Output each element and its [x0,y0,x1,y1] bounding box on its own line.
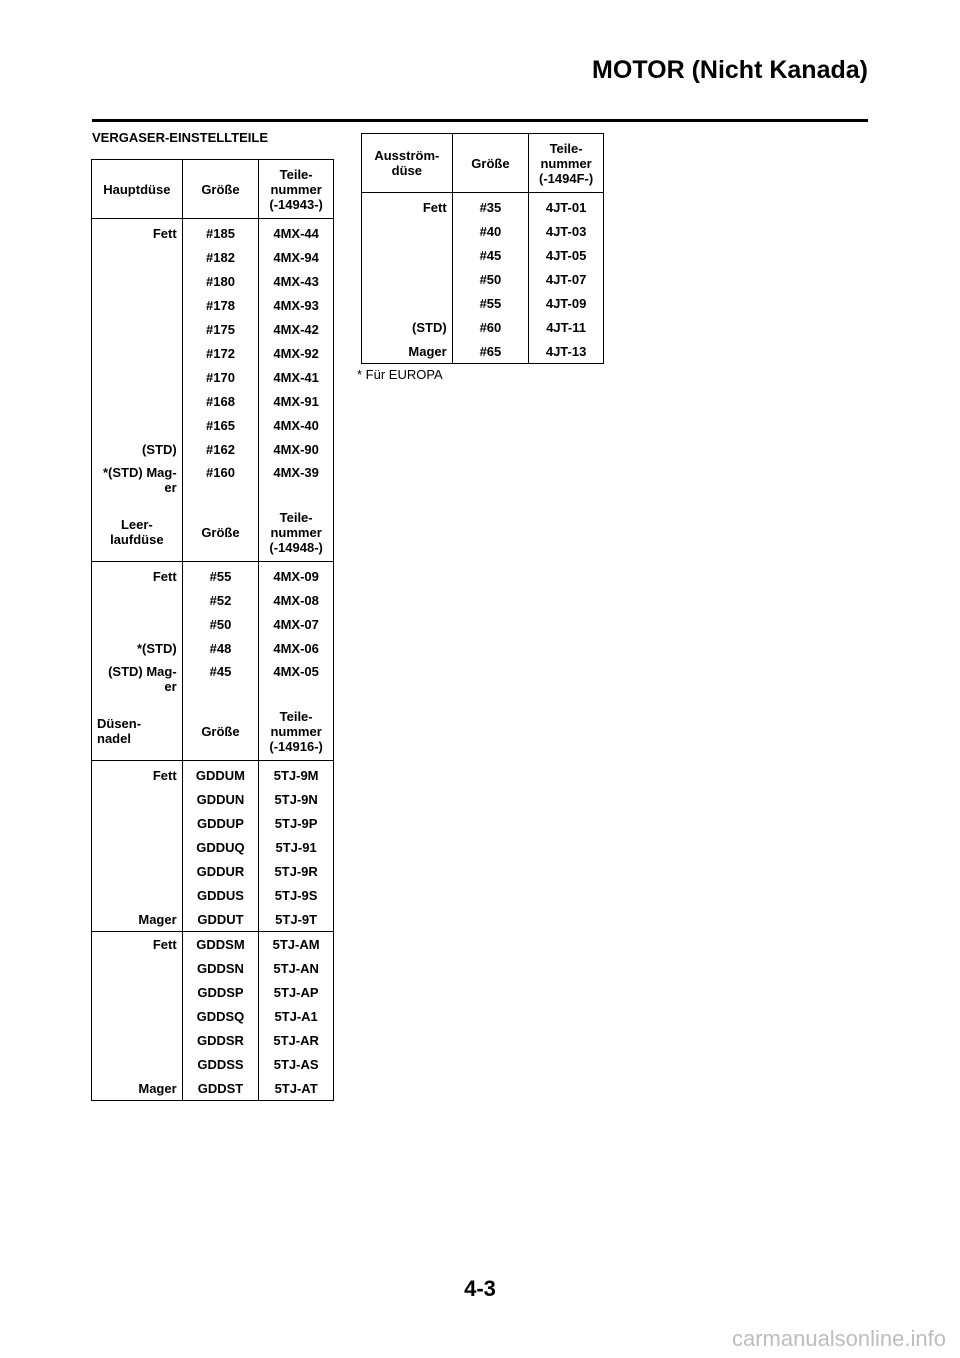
setting-cell [92,859,183,883]
part-number-cell: 5TJ-9S [274,887,318,903]
setting-cell [92,365,183,389]
part-number-cell: 5TJ-AT [274,1080,318,1096]
size-cell: GDDSM [182,932,259,957]
column-header: Teile- nummer (-14916-) [259,702,334,761]
table-row [92,636,334,660]
table-row [92,588,334,612]
size-cell: #55 [452,291,528,315]
setting-cell [92,1052,183,1076]
part-number-cell: 4MX-44 [273,225,319,241]
size-cell: GDDUR [182,859,259,883]
table-row [92,907,334,932]
column-header: Teile- nummer (-14943-) [259,160,334,219]
part-number-cell: 4MX-09 [273,568,319,584]
table-row [92,245,334,269]
table-row [92,1004,334,1028]
part-number-cell: 4MX-40 [273,417,319,433]
table-row [92,562,334,589]
size-cell: #40 [452,219,528,243]
part-number-cell: 4MX-39 [273,465,319,480]
part-number-cell: 4JT-13 [545,343,587,359]
table-row [92,859,334,883]
size-cell: GDDSS [182,1052,259,1076]
part-number-cell: 5TJ-9M [273,767,319,783]
setting-cell [362,219,453,243]
size-cell: #175 [182,317,259,341]
size-cell: GDDSP [182,980,259,1004]
setting-cell [92,413,183,437]
size-cell: #172 [182,341,259,365]
table-row [362,219,604,243]
table-row [92,317,334,341]
part-number-cell: 4JT-11 [546,319,586,335]
table-row [92,956,334,980]
part-number-cell: 5TJ-9T [275,911,318,927]
size-cell: #170 [182,365,259,389]
footnote: * Für EUROPA [357,367,443,382]
setting-cell [92,1028,183,1052]
size-cell: GDDUQ [182,835,259,859]
setting-cell [92,883,183,907]
part-number-cell: 4MX-08 [273,592,319,608]
table-row [92,413,334,437]
part-number-cell: 4MX-07 [273,616,319,632]
column-header: Ausström- düse [362,134,453,193]
part-number-cell: 5TJ-9R [274,863,318,879]
setting-cell [92,980,183,1004]
section-title: VERGASER-EINSTELLTEILE [92,130,268,145]
setting-cell: Fett [92,219,183,246]
table-row [92,980,334,1004]
table-row [92,365,334,389]
size-cell: #50 [452,267,528,291]
table-row [92,269,334,293]
part-number-cell: 4MX-93 [273,297,319,313]
table-row [92,341,334,365]
setting-cell [92,341,183,365]
watermark: carmanualsonline.info [731,1326,946,1351]
size-cell: #182 [182,245,259,269]
setting-cell: (STD) Mag- er [92,660,183,702]
size-cell: #185 [182,219,259,246]
column-header: Teile- nummer (-1494F-) [529,134,604,193]
part-number-cell: 5TJ-9P [274,815,318,831]
table-row [92,1052,334,1076]
column-header: Größe [452,134,528,193]
setting-cell [92,293,183,317]
size-cell: #178 [182,293,259,317]
part-number-cell: 4MX-91 [273,393,319,409]
table-row [92,389,334,413]
table-row [362,291,604,315]
column-header: Größe [182,702,259,761]
page-number: 4-3 [464,1276,496,1301]
table-row [92,761,334,788]
setting-cell: (STD) [92,437,183,461]
part-number-cell: 5TJ-AR [273,1032,319,1048]
table-row [362,267,604,291]
table-row [92,293,334,317]
size-cell: #45 [452,243,528,267]
setting-cell [92,389,183,413]
size-cell: #48 [182,636,259,660]
part-number-cell: 4JT-09 [545,295,587,311]
part-number-cell: 4MX-92 [273,345,319,361]
size-cell: #180 [182,269,259,293]
part-number-cell: 4MX-90 [273,441,319,457]
setting-cell: Mager [92,1076,183,1101]
size-cell: #165 [182,413,259,437]
part-number-cell: 5TJ-AP [273,984,319,1000]
size-cell: #50 [182,612,259,636]
setting-cell [92,612,183,636]
part-number-cell: 4MX-42 [273,321,319,337]
part-number-cell: 4MX-05 [273,664,319,679]
main-jet-table [91,159,334,1101]
setting-cell [92,245,183,269]
column-header: Größe [182,503,259,562]
setting-cell [92,269,183,293]
size-cell: #168 [182,389,259,413]
table-row [92,883,334,907]
table-header-row [92,160,334,219]
table-row [92,835,334,859]
table-row [92,219,334,246]
part-number-cell: 5TJ-AS [273,1056,319,1072]
table-row [92,1028,334,1052]
column-header: Hauptdüse [92,160,183,219]
table-row [92,437,334,461]
setting-cell [92,317,183,341]
setting-cell: *(STD) Mag- er [92,461,183,503]
pilot-jet-section [92,503,334,702]
part-number-cell: 5TJ-AN [273,960,319,976]
setting-cell [92,588,183,612]
outlet-jet-section [362,134,604,364]
table-row [92,811,334,835]
part-number-cell: 4JT-01 [545,199,587,215]
setting-cell: (STD) [362,315,453,339]
setting-cell: Fett [92,932,183,957]
part-number-cell: 5TJ-A1 [274,1008,318,1024]
part-number-cell: 4JT-05 [545,247,587,263]
setting-cell [362,267,453,291]
size-cell: GDDSR [182,1028,259,1052]
setting-cell: Fett [92,761,183,788]
jet-needle-section [92,702,334,1101]
table-row [362,315,604,339]
table-header-row [92,702,334,761]
outlet-jet-table [361,133,604,364]
setting-cell [362,291,453,315]
size-cell: GDDSN [182,956,259,980]
size-cell: #160 [182,461,259,503]
size-cell: #52 [182,588,259,612]
setting-cell [362,243,453,267]
size-cell: GDDST [182,1076,259,1101]
table-header-row [92,503,334,562]
setting-cell [92,811,183,835]
size-cell: GDDUS [182,883,259,907]
setting-cell: Fett [92,562,183,589]
table-row [92,612,334,636]
table-row [92,660,334,702]
part-number-cell: 4MX-43 [273,273,319,289]
table-row [92,932,334,957]
table-row [362,339,604,364]
size-cell: GDDUM [182,761,259,788]
size-cell: GDDUN [182,787,259,811]
setting-cell [92,835,183,859]
part-number-cell: 5TJ-91 [275,839,317,855]
size-cell: #55 [182,562,259,589]
setting-cell [92,1004,183,1028]
table-header-row [362,134,604,193]
table-row [362,193,604,220]
size-cell: #65 [452,339,528,364]
size-cell: GDDSQ [182,1004,259,1028]
page-header-title: MOTOR (Nicht Kanada) [592,56,868,84]
table-row [92,787,334,811]
setting-cell: *(STD) [92,636,183,660]
part-number-cell: 5TJ-AM [259,932,334,957]
main-jet-section [92,160,334,504]
column-header: Teile- nummer (-14948-) [259,503,334,562]
part-number-cell: 4JT-07 [545,271,587,287]
header-rule [92,119,868,122]
size-cell: #45 [182,660,259,702]
part-number-cell: 4JT-03 [545,223,587,239]
size-cell: #60 [452,315,528,339]
column-header: Größe [182,160,259,219]
table-row [92,1076,334,1101]
size-cell: #35 [452,193,528,220]
setting-cell [92,787,183,811]
part-number-cell: 4MX-06 [273,640,319,656]
setting-cell: Fett [362,193,453,220]
setting-cell [92,956,183,980]
part-number-cell: 4MX-41 [273,369,319,385]
part-number-cell: 4MX-94 [273,249,319,265]
size-cell: GDDUP [182,811,259,835]
setting-cell: Mager [92,907,183,932]
size-cell: GDDUT [182,907,259,932]
column-header: Düsen- nadel [92,702,183,761]
setting-cell: Mager [362,339,453,364]
table-row [92,461,334,503]
part-number-cell: 5TJ-9N [274,791,318,807]
column-header: Leer- laufdüse [92,503,183,562]
table-row [362,243,604,267]
size-cell: #162 [182,437,259,461]
